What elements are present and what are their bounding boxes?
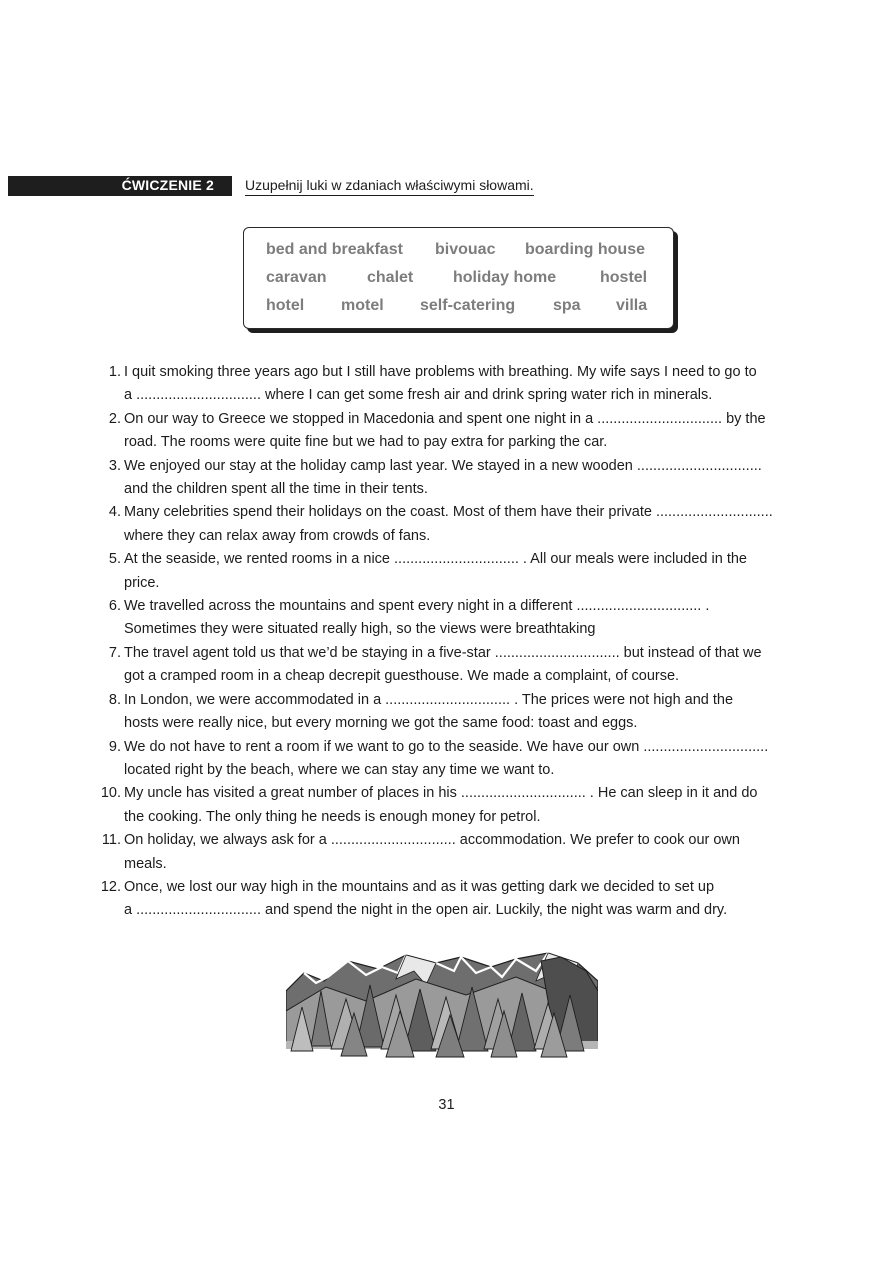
- list-item: [88, 642, 808, 689]
- list-item: [88, 408, 808, 455]
- item-text: The travel agent told us that we’d be staying in a five-star ............................... but instead of that we got a cramped room in a cheap decrepit guesthouse. We made a complaint, of course.: [124, 644, 762, 685]
- list-item: [88, 876, 808, 923]
- list-item: [88, 736, 808, 783]
- mountain-forest-illustration: [286, 951, 598, 1059]
- item-number: 3.: [108, 457, 121, 474]
- list-item: [88, 782, 808, 829]
- item-number: 7.: [108, 644, 121, 661]
- word-hotel: hotel: [266, 297, 305, 314]
- word-self-catering: self-catering: [420, 297, 516, 314]
- item-number: 10.: [100, 785, 121, 802]
- word-box: [243, 227, 674, 329]
- item-text: At the seaside, we rented rooms in a nice ............................... . All our meals were included in the price.: [124, 551, 747, 591]
- item-text: I quit smoking three years ago but I still have problems with breathing. My wife says I need to go to a ............................... where I can get some fresh air and drink spring water rich in minerals.: [124, 364, 757, 404]
- list-item: [88, 595, 808, 642]
- word-bivouac: bivouac: [435, 241, 496, 258]
- item-text: We enjoyed our stay at the holiday camp last year. We stayed in a new wooden ............................... and the children spent all the time in their tents.: [124, 457, 762, 498]
- list-item: [88, 455, 808, 502]
- item-text: In London, we were accommodated in a ............................... . The prices were not high and the hosts were really nice, but every morning we got the same food: toast and eggs.: [124, 691, 734, 732]
- list-item: [88, 361, 808, 408]
- item-text: We travelled across the mountains and spent every night in a different ............................... . Sometimes they were situated really high, so the views were breathtaking: [124, 598, 710, 638]
- item-number: 11.: [101, 832, 121, 849]
- list-item: [88, 829, 808, 876]
- list-item: [88, 689, 808, 736]
- item-number: 12.: [100, 878, 121, 895]
- item-text: Many celebrities spend their holidays on the coast. Most of them have their private ............................. where they can relax away from crowds of fans.: [124, 504, 773, 544]
- item-number: 9.: [108, 738, 121, 755]
- item-number: 8.: [108, 691, 121, 708]
- word-chalet: chalet: [367, 269, 414, 286]
- item-text: On holiday, we always ask for a ............................... accommodation. We prefer to cook our own meals.: [124, 832, 740, 872]
- word-caravan: caravan: [266, 269, 327, 286]
- item-number: 6.: [108, 598, 121, 615]
- item-number: 2.: [108, 410, 121, 427]
- word-hostel: hostel: [600, 269, 648, 286]
- list-item: [88, 501, 808, 548]
- exercise-instruction: Uzupełnij luki w zdaniach właściwymi słowami.: [245, 177, 534, 196]
- list-item: [88, 548, 808, 595]
- exercise-label: ĆWICZENIE 2: [121, 177, 214, 193]
- word-boarding-house: boarding house: [525, 241, 645, 258]
- word-motel: motel: [341, 297, 384, 314]
- word-bed-and-breakfast: bed and breakfast: [266, 241, 403, 258]
- item-text: On our way to Greece we stopped in Macedonia and spent one night in a ............................... by the road. The rooms were quite fine but we had to pay extra for parking the car.: [124, 410, 766, 451]
- item-text: Once, we lost our way high in the mountains and as it was getting dark we decided to set up a ............................... and spend the night in the open air. Luckily, the night was warm and dry.: [124, 878, 728, 919]
- exercise-header-bar: [8, 176, 232, 196]
- page-number: 31: [438, 1097, 455, 1113]
- word-villa: villa: [616, 297, 648, 314]
- item-number: 4.: [108, 504, 121, 521]
- item-number: 1.: [108, 364, 121, 380]
- item-text: We do not have to rent a room if we want to go to the seaside. We have our own ............................... located right by the beach, where we can stay any time we want to.: [124, 738, 769, 778]
- item-text: My uncle has visited a great number of places in his ............................... . He can sleep in it and do the cooking. The only thing he needs is enough money for petrol.: [124, 785, 758, 825]
- item-number: 5.: [108, 551, 121, 568]
- sentence-list: [88, 361, 808, 923]
- word-holiday-home: holiday home: [453, 269, 557, 286]
- word-spa: spa: [553, 297, 581, 314]
